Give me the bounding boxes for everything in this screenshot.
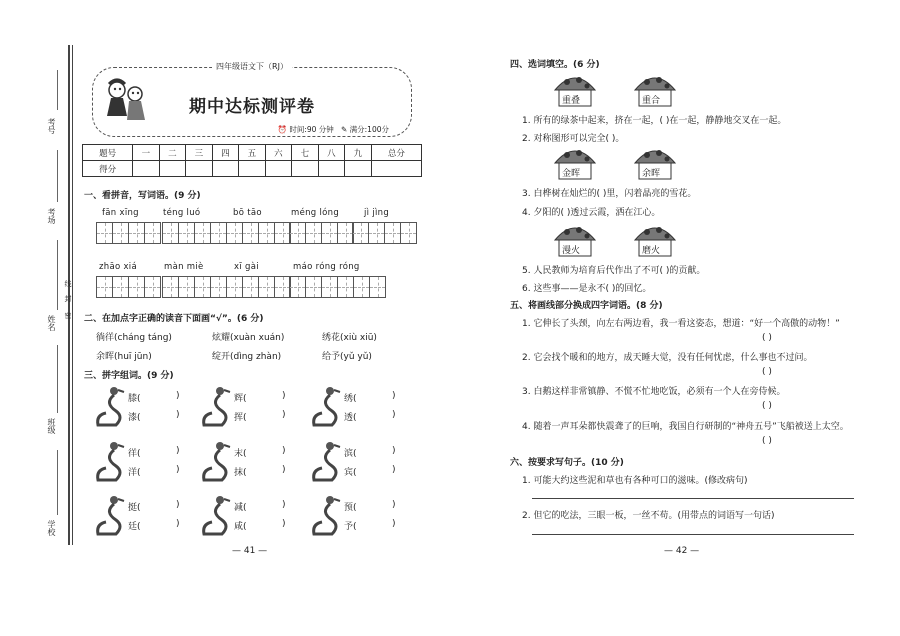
table-cell: 九 <box>345 145 372 161</box>
fill-question[interactable]: 2. 对称图形可以完全( )。 <box>522 134 625 144</box>
section-4-title: 四、选词填空。(6 分) <box>510 60 600 70</box>
table-cell: 题号 <box>83 145 133 161</box>
rewrite-question: 2. 它会找个暖和的地方，成天睡大觉，没有任何忧虑，什么事也不过问。 <box>522 353 813 363</box>
swan-figure-icon <box>94 494 126 538</box>
table-cell: 二 <box>159 145 186 161</box>
score-cell[interactable] <box>186 161 213 177</box>
binding-label-class: 班级 <box>47 418 56 434</box>
pronunciation-item[interactable]: 炫耀(xuàn xuán) <box>212 333 285 343</box>
paren-close: ) <box>282 519 286 529</box>
paren-close: ) <box>176 446 180 456</box>
pinyin: zhāo xiá <box>99 262 137 272</box>
swan-figure-icon <box>310 494 342 538</box>
table-cell: 一 <box>133 145 160 161</box>
table-cell: 得分 <box>83 161 133 177</box>
answer-line[interactable] <box>532 498 854 499</box>
component-char: 挺( <box>128 503 141 513</box>
paren-close: ) <box>176 519 180 529</box>
score-cell[interactable] <box>345 161 372 177</box>
word-choice: 磨火 <box>642 246 661 256</box>
swan-figure-icon <box>94 385 126 429</box>
swan-figure-icon <box>310 385 342 429</box>
answer-paren[interactable]: ( ) <box>762 401 772 411</box>
component-char: 予( <box>344 522 357 532</box>
score-cell[interactable] <box>133 161 160 177</box>
pinyin: téng luó <box>163 208 201 218</box>
component-char: 减( <box>234 503 247 513</box>
writing-grid[interactable] <box>96 222 161 244</box>
binding-underline <box>57 345 58 413</box>
binding-label-xian: 线 <box>64 280 72 287</box>
rewrite-question: 1. 它伸长了头颈，向左右两边看，我一看这姿态，想道：“好一个高傲的动物！” <box>522 319 840 329</box>
table-cell: 六 <box>265 145 292 161</box>
component-char: 抹( <box>234 468 247 478</box>
score-cell[interactable] <box>265 161 292 177</box>
score-cell[interactable] <box>318 161 345 177</box>
fill-question[interactable]: 5. 人民教师为培育后代作出了不可( )的贡献。 <box>522 266 706 276</box>
pinyin: màn miè <box>164 262 204 272</box>
binding-underline <box>57 240 58 310</box>
rewrite-question: 4. 随着一声耳朵都快震聋了的巨响，我国自行研制的“神舟五号”飞船被送上太空。 <box>522 422 849 432</box>
paren-close: ) <box>392 465 396 475</box>
table-cell: 七 <box>292 145 319 161</box>
score-table-header-row <box>83 145 422 161</box>
table-cell: 三 <box>186 145 213 161</box>
writing-grid[interactable] <box>226 276 291 298</box>
word-choice: 重合 <box>642 96 661 106</box>
writing-grid[interactable] <box>96 276 161 298</box>
page-number-left: — 41 — <box>232 546 268 556</box>
component-char: 辉( <box>234 394 247 404</box>
paren-close: ) <box>282 465 286 475</box>
section-1-title: 一、看拼音，写词语。(9 分) <box>84 191 201 201</box>
table-cell: 八 <box>318 145 345 161</box>
component-char: 预( <box>344 503 357 513</box>
writing-grid[interactable] <box>289 276 386 298</box>
answer-paren[interactable]: ( ) <box>762 367 772 377</box>
pinyin: xī gài <box>234 262 259 272</box>
answer-paren[interactable]: ( ) <box>762 436 772 446</box>
full-score: 满分:100分 <box>349 125 389 134</box>
component-char: 膝( <box>128 394 141 404</box>
exam-header <box>92 62 412 137</box>
component-char: 漆( <box>128 413 141 423</box>
section-6-title: 六、按要求写句子。(10 分) <box>510 458 624 468</box>
pronunciation-item[interactable]: 绽开(dìng zhàn) <box>212 352 282 362</box>
paren-close: ) <box>392 410 396 420</box>
writing-grid[interactable] <box>226 222 291 244</box>
rewrite-question: 3. 白鹅这样非常镇静、不慌不忙地吃饭，必须有一个人在旁侍候。 <box>522 387 786 397</box>
paren-close: ) <box>282 446 286 456</box>
binding-label-mi: 密 <box>64 312 72 319</box>
exam-meta <box>278 124 389 135</box>
component-char: 末( <box>234 449 247 459</box>
writing-grid[interactable] <box>162 276 227 298</box>
pinyin: méng lóng <box>291 208 340 218</box>
time-limit: 时间:90 分钟 <box>289 125 334 134</box>
word-choice: 金晖 <box>562 169 581 179</box>
word-choice: 重叠 <box>562 96 581 106</box>
clock-icon: ⏰ <box>277 125 287 134</box>
swan-figure-icon <box>200 440 232 484</box>
paren-close: ) <box>282 391 286 401</box>
swan-figure-icon <box>310 440 342 484</box>
fill-question[interactable]: 6. 这些事——是永不( )的回忆。 <box>522 284 652 294</box>
component-char: 咸( <box>234 522 247 532</box>
word-choice: 余晖 <box>642 169 661 179</box>
component-char: 洋( <box>128 468 141 478</box>
score-cell[interactable] <box>159 161 186 177</box>
sentence-question: 2. 但它的吃法，三眼一板，一丝不苟。(用带点的词语写一句话) <box>522 511 775 521</box>
paren-close: ) <box>282 500 286 510</box>
page-number-right: — 42 — <box>664 546 700 556</box>
section-2-title: 二、在加点字正确的读音下面画“√”。(6 分) <box>84 314 264 324</box>
binding-label-name: 姓名 <box>47 315 56 331</box>
paren-close: ) <box>392 446 396 456</box>
fill-question[interactable]: 4. 夕阳的( )透过云霞，洒在江心。 <box>522 208 661 218</box>
paren-close: ) <box>176 410 180 420</box>
pronunciation-item[interactable]: 徜徉(cháng táng) <box>96 333 172 343</box>
binding-label-school: 学校 <box>47 520 56 536</box>
pinyin: jì jìng <box>364 208 390 218</box>
answer-paren[interactable]: ( ) <box>762 333 772 343</box>
pronunciation-item[interactable]: 给予(yǔ yǔ) <box>322 352 372 362</box>
component-char: 宾( <box>344 468 357 478</box>
writing-grid[interactable] <box>289 222 354 244</box>
paren-close: ) <box>282 410 286 420</box>
paren-close: ) <box>176 391 180 401</box>
grade-label: 四年级语文下（RJ） <box>212 62 292 71</box>
paren-close: ) <box>392 500 396 510</box>
writing-grid[interactable] <box>352 222 417 244</box>
pronunciation-item[interactable]: 绣花(xiù xiū) <box>322 333 377 343</box>
pronunciation-item[interactable]: 余晖(huī jūn) <box>96 352 152 362</box>
binding-underline <box>57 150 58 202</box>
table-cell: 总分 <box>371 145 421 161</box>
pinyin: bō tāo <box>233 208 262 218</box>
binding-label-feng: 封 <box>64 295 72 302</box>
table-cell: 四 <box>212 145 239 161</box>
component-char: 挥( <box>234 413 247 423</box>
paren-close: ) <box>176 465 180 475</box>
sentence-question: 1. 可能大约这些泥和草也有各种可口的滋味。(修改病句) <box>522 476 748 486</box>
score-cell[interactable] <box>371 161 421 177</box>
component-char: 透( <box>344 413 357 423</box>
answer-line[interactable] <box>532 534 854 535</box>
pinyin: fān xīng <box>102 208 139 218</box>
paren-close: ) <box>176 500 180 510</box>
word-choice: 漫火 <box>562 246 581 256</box>
exam-title: 期中达标测评卷 <box>189 97 315 117</box>
fill-question[interactable]: 1. 所有的绿茶中起来，挤在一起，( )在一起，静静地交叉在一起。 <box>522 116 787 126</box>
paren-close: ) <box>392 519 396 529</box>
binding-underline <box>57 70 58 110</box>
swan-figure-icon <box>200 385 232 429</box>
binding-label-kaohao: 考号 <box>47 118 56 134</box>
writing-grid[interactable] <box>162 222 227 244</box>
section-3-title: 三、拼字组词。(9 分) <box>84 371 174 381</box>
component-char: 徉( <box>128 449 141 459</box>
fill-question[interactable]: 3. 白桦树在灿烂的( )里，闪着晶亮的雪花。 <box>522 189 697 199</box>
score-table-score-row <box>83 161 422 177</box>
score-table <box>82 144 422 177</box>
component-char: 廷( <box>128 522 141 532</box>
score-cell[interactable] <box>239 161 266 177</box>
component-char: 滨( <box>344 449 357 459</box>
component-char: 绣( <box>344 394 357 404</box>
score-cell[interactable] <box>292 161 319 177</box>
score-icon: ✎ <box>340 125 348 134</box>
score-cell[interactable] <box>212 161 239 177</box>
binding-label-kaochang: 考场 <box>47 208 56 224</box>
pinyin: máo róng róng <box>293 262 360 272</box>
table-cell: 五 <box>239 145 266 161</box>
swan-figure-icon <box>94 440 126 484</box>
binding-underline <box>57 450 58 515</box>
section-5-title: 五、将画线部分换成四字词语。(8 分) <box>510 301 663 311</box>
paren-close: ) <box>392 391 396 401</box>
swan-figure-icon <box>200 494 232 538</box>
